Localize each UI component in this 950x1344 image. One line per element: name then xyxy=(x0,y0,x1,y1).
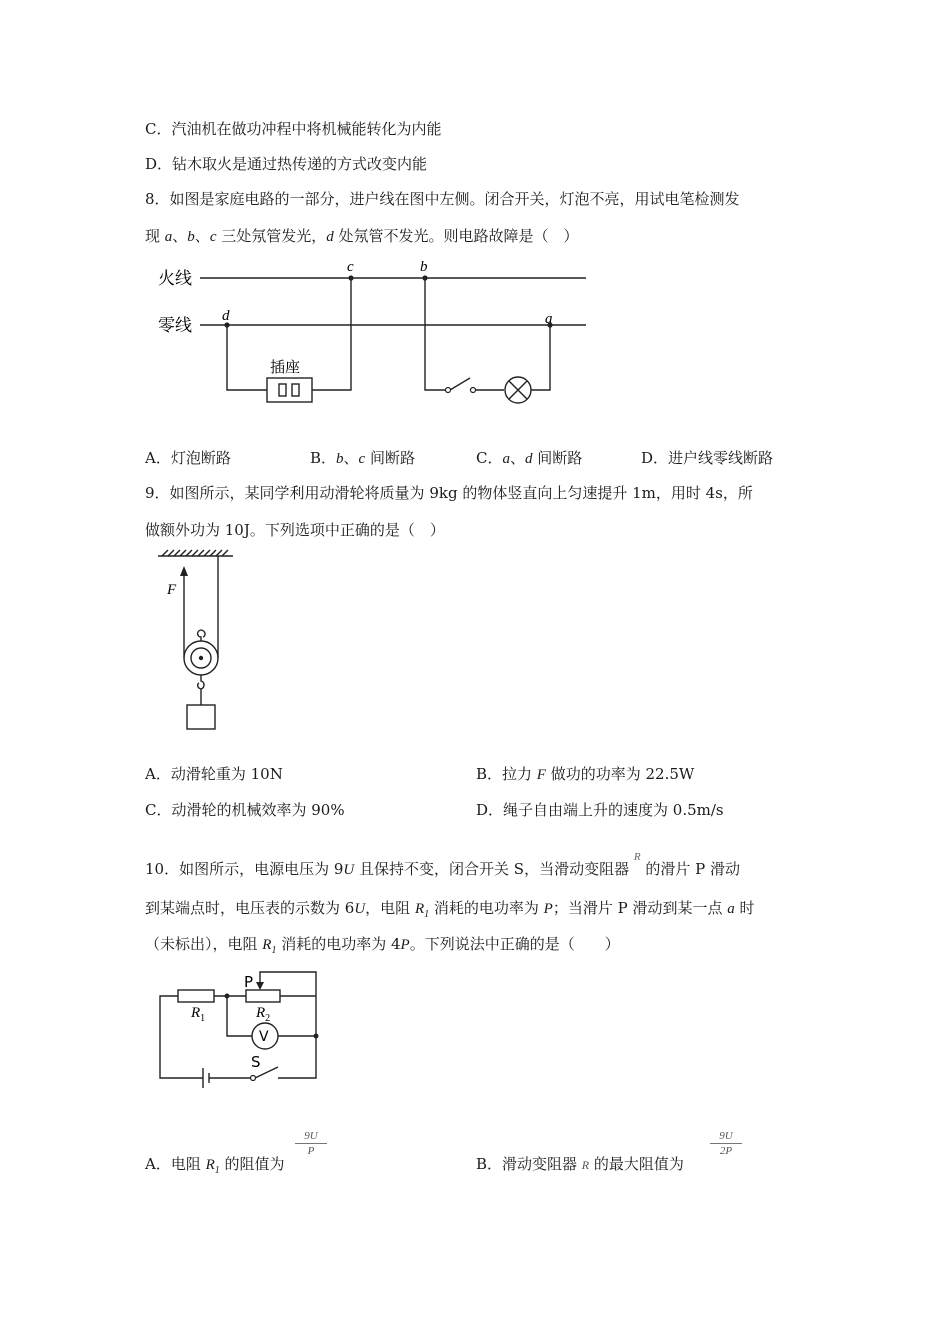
neutral-wire-label: 零线 xyxy=(158,316,192,336)
q8-stem-line2: 现 a、b、c 三处氖管发光，d 处氖管不发光。则电路故障是（ ） xyxy=(145,227,579,245)
socket-label: 插座 xyxy=(270,358,301,376)
q7-option-d: D．钻木取火是通过热传递的方式改变内能 xyxy=(145,155,428,173)
switch-s-label: S xyxy=(251,1053,261,1071)
q8-option-d: D．进户线零线断路 xyxy=(641,449,774,467)
q10-stem-line3: （未标出），电阻 $R_1$ 消耗的电功率为 4P。下列说法中正确的是（ ） xyxy=(145,935,620,956)
q10-option-b: B．滑动变阻器 R 的最大阻值为 xyxy=(476,1155,684,1173)
q10-option-a: A．电阻 $R_1$ 的阻值为 xyxy=(145,1155,285,1176)
q10-stem-line2: 到某端点时，电压表的示数为 6U，电阻 $R_1$ 消耗的电功率为 P；当滑片 P 滑动到某一点 a 时 xyxy=(145,899,755,920)
voltmeter-label: V xyxy=(259,1029,269,1045)
point-c-label: c xyxy=(347,259,354,275)
resistor-r2-label: $R_2$ xyxy=(256,1005,271,1024)
q8-option-b: B．b、c 间断路 xyxy=(310,449,415,467)
resistor-r1-label: $R_1$ xyxy=(191,1005,206,1024)
q9-option-d: D．绳子自由端上升的速度为 0.5m/s xyxy=(476,801,724,819)
q8-stem-line1: 8．如图是家庭电路的一部分，进户线在图中左侧。闭合开关，灯泡不亮，用试电笔检测发 xyxy=(145,190,740,208)
point-d-label: d xyxy=(222,308,230,324)
point-a-label: a xyxy=(545,311,553,327)
q9-option-a: A．动滑轮重为 10N xyxy=(145,765,283,783)
q7-option-c: C．汽油机在做功冲程中将机械能转化为内能 xyxy=(145,120,442,138)
q9-stem-line2: 做额外功为 10J。下列选项中正确的是（ ） xyxy=(145,521,445,539)
q9-stem-line1: 9．如图所示，某同学利用动滑轮将质量为 9kg 的物体竖直向上匀速提升 1m，用时 4s，所 xyxy=(145,484,753,502)
q10-stem-line1: 10．如图所示，电源电压为 9U 且保持不变，闭合开关 S，当滑动变阻器 $^R$ 的滑片 P 滑动 xyxy=(145,851,740,878)
live-wire-label: 火线 xyxy=(158,269,192,289)
q10-option-a-fraction: 9U P xyxy=(295,1130,327,1157)
force-f-label: F xyxy=(167,582,177,598)
slider-p-label: P xyxy=(244,973,254,991)
q8-option-c: C．a、d 间断路 xyxy=(476,449,583,467)
q9-option-c: C．动滑轮的机械效率为 90% xyxy=(145,801,345,819)
q9-option-b: B．拉力 F 做功的功率为 22.5W xyxy=(476,765,695,783)
q10-option-b-fraction: 9U 2P xyxy=(710,1130,742,1157)
q8-option-a: A．灯泡断路 xyxy=(145,449,231,467)
point-b-label: b xyxy=(420,259,428,275)
